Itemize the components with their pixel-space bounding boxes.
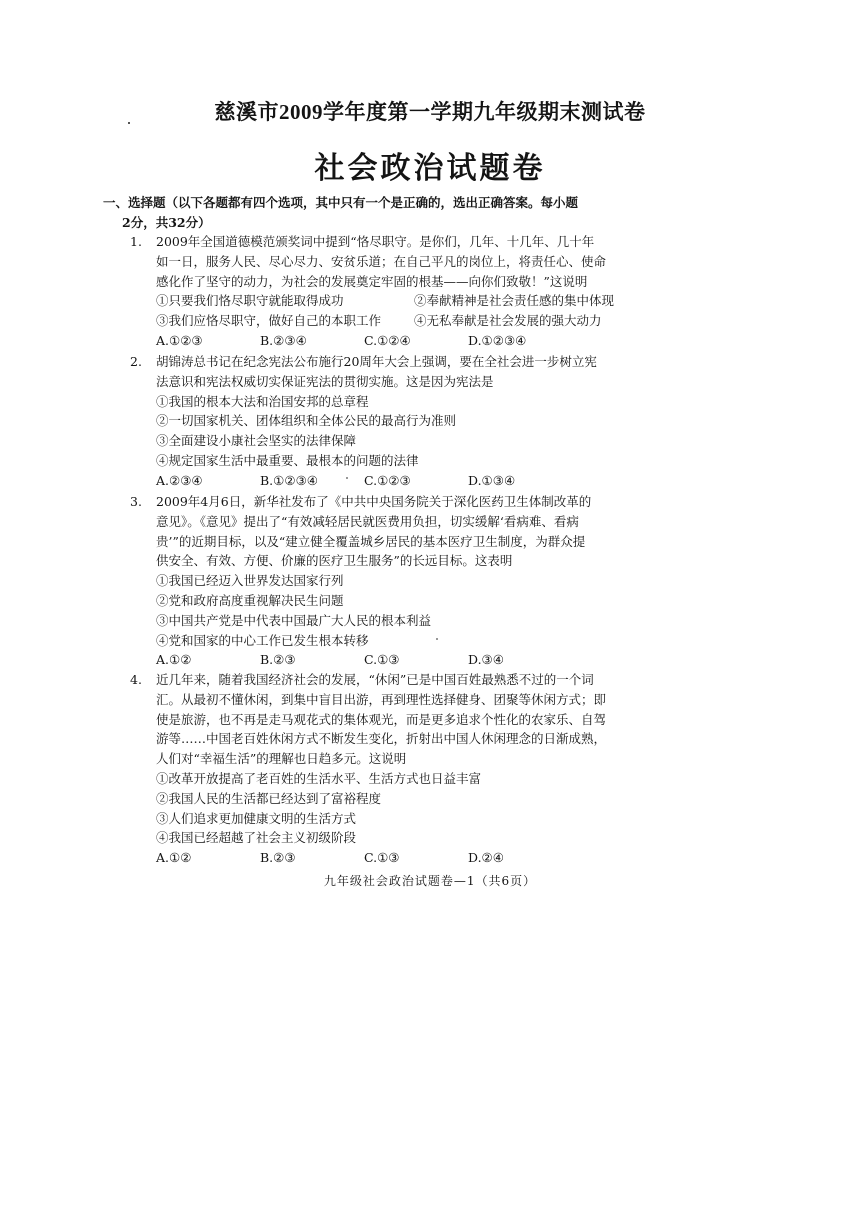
statement-option: ③我们应恪尽职守，做好自己的本职工作 bbox=[156, 313, 382, 329]
statement-option: ①我国已经迈入世界发达国家行列 bbox=[156, 573, 344, 589]
statement-option: ①只要我们恪尽职守就能取得成功 bbox=[156, 293, 344, 309]
question-1 bbox=[130, 232, 640, 351]
answer-choice-d: D.③④ bbox=[468, 652, 504, 668]
statement-option: ③全面建设小康社会坚实的法律保障 bbox=[156, 433, 357, 449]
statement-option: ①改革开放提高了老百姓的生活水平、生活方式也日益丰富 bbox=[156, 770, 482, 786]
answer-choice-d: D.①②③④ bbox=[468, 332, 527, 348]
question-text-line: 游等……中国老百姓休闲方式不断发生变化，折射出中国人休闲理念的日渐成熟， bbox=[156, 731, 607, 747]
answer-choices bbox=[156, 331, 640, 351]
question-3 bbox=[130, 492, 640, 670]
question-text-line: 感化作了坚守的动力，为社会的发展奠定牢固的根基——向你们致敬！”这说明 bbox=[156, 273, 588, 289]
statement-option: ④我国已经超越了社会主义初级阶段 bbox=[156, 830, 357, 846]
answer-choice-b: B.②③④ bbox=[260, 332, 307, 348]
question-text-line: 意见》。《意见》提出了“有效减轻居民就医费用负担，切实缓解‘看病难、看病 bbox=[156, 513, 579, 529]
question-number: 1. bbox=[130, 234, 142, 249]
question-text-line: 2009年全国道德模范颁奖词中提到“恪尽职守。是你们，几年、十几年、几十年 bbox=[156, 234, 595, 249]
question-text-line: 汇。从最初不懂休闲，到集中盲目出游，再到理性选择健身、团聚等休闲方式；即 bbox=[156, 691, 607, 707]
answer-choice-c: C.①③ bbox=[364, 850, 400, 866]
exam-subtitle: 社会政治试题卷 bbox=[314, 152, 546, 185]
statement-option: ④党和国家的中心工作已发生根本转移 bbox=[156, 632, 369, 648]
question-number: 4. bbox=[130, 672, 142, 687]
answer-choice-c: C.①②③ bbox=[364, 472, 411, 488]
exam-title: 慈溪市2009学年度第一学期九年级期末测试卷 bbox=[214, 100, 646, 124]
question-text-line: 胡锦涛总书记在纪念宪法公布施行20周年大会上强调，要在全社会进一步树立宪 bbox=[156, 354, 597, 369]
statement-option: ④规定国家生活中最重要、最根本的问题的法律 bbox=[156, 452, 419, 468]
answer-choices bbox=[156, 848, 640, 868]
answer-choice-a: A.①②③ bbox=[156, 332, 203, 348]
question-2 bbox=[130, 352, 640, 491]
question-text-line: 使是旅游，也不再是走马观花式的集体观光，而是更多追求个性化的农家乐、自驾 bbox=[156, 711, 607, 727]
answer-choice-d: D.②④ bbox=[468, 850, 504, 866]
answer-choice-b: B.②③ bbox=[260, 652, 296, 668]
statement-option: ③中国共产党是中代表中国最广大人民的根本利益 bbox=[156, 612, 432, 628]
question-number: 3. bbox=[130, 494, 142, 509]
section-heading bbox=[103, 193, 643, 233]
statement-option: ②一切国家机关、团体组织和全体公民的最高行为准则 bbox=[156, 413, 457, 429]
statement-option: ②奉献精神是社会责任感的集中体现 bbox=[414, 293, 615, 309]
question-text-line: 近几年来，随着我国经济社会的发展，“休闲”已是中国百姓最熟悉不过的一个词 bbox=[156, 672, 594, 687]
statement-option: ②党和政府高度重视解决民生问题 bbox=[156, 592, 344, 608]
section-heading-line-2: 2分，共32分） bbox=[122, 215, 211, 230]
answer-choice-a: A.②③④ bbox=[156, 472, 203, 488]
answer-choice-d: D.①③④ bbox=[468, 472, 516, 488]
scan-speck bbox=[346, 477, 348, 479]
scan-speck bbox=[436, 638, 438, 640]
answer-choice-b: B.②③ bbox=[260, 850, 296, 866]
question-number: 2. bbox=[130, 354, 142, 369]
question-4 bbox=[130, 670, 640, 868]
statement-option: ①我国的根本大法和治国安邦的总章程 bbox=[156, 393, 369, 409]
answer-choice-c: C.①③ bbox=[364, 652, 400, 668]
answer-choices bbox=[156, 650, 640, 670]
question-text-line: 法意识和宪法权威切实保证宪法的贯彻实施。这是因为宪法是 bbox=[156, 373, 494, 389]
answer-choice-b: B.①②③④ bbox=[260, 472, 318, 488]
section-heading-line-1: 一、选择题（以下各题都有四个选项，其中只有一个是正确的，选出正确答案。每小题 bbox=[103, 195, 579, 210]
question-text-line: 如一日，服务人民、尽心尽力、安贫乐道；在自己平凡的岗位上，将责任心、使命 bbox=[156, 253, 607, 269]
answer-choice-c: C.①②④ bbox=[364, 332, 411, 348]
question-text-line: 贵’”的近期目标，以及“建立健全覆盖城乡居民的基本医疗卫生制度，为群众提 bbox=[156, 533, 586, 549]
page-footer: 九年级社会政治试题卷—1（共6页） bbox=[323, 874, 537, 888]
question-text-line: 供安全、有效、方便、价廉的医疗卫生服务”的长远目标。这表明 bbox=[156, 553, 513, 569]
statement-option: ②我国人民的生活都已经达到了富裕程度 bbox=[156, 790, 382, 806]
answer-choice-a: A.①② bbox=[156, 652, 192, 668]
answer-choice-a: A.①② bbox=[156, 850, 192, 866]
question-text-line: 2009年4月6日，新华社发布了《中共中央国务院关于深化医药卫生体制改革的 bbox=[156, 494, 592, 509]
question-text-line: 人们对“幸福生活”的理解也日趋多元。这说明 bbox=[156, 751, 407, 767]
answer-choices bbox=[156, 471, 640, 491]
statement-option: ③人们追求更加健康文明的生活方式 bbox=[156, 810, 357, 826]
statement-option: ④无私奉献是社会发展的强大动力 bbox=[414, 313, 602, 329]
